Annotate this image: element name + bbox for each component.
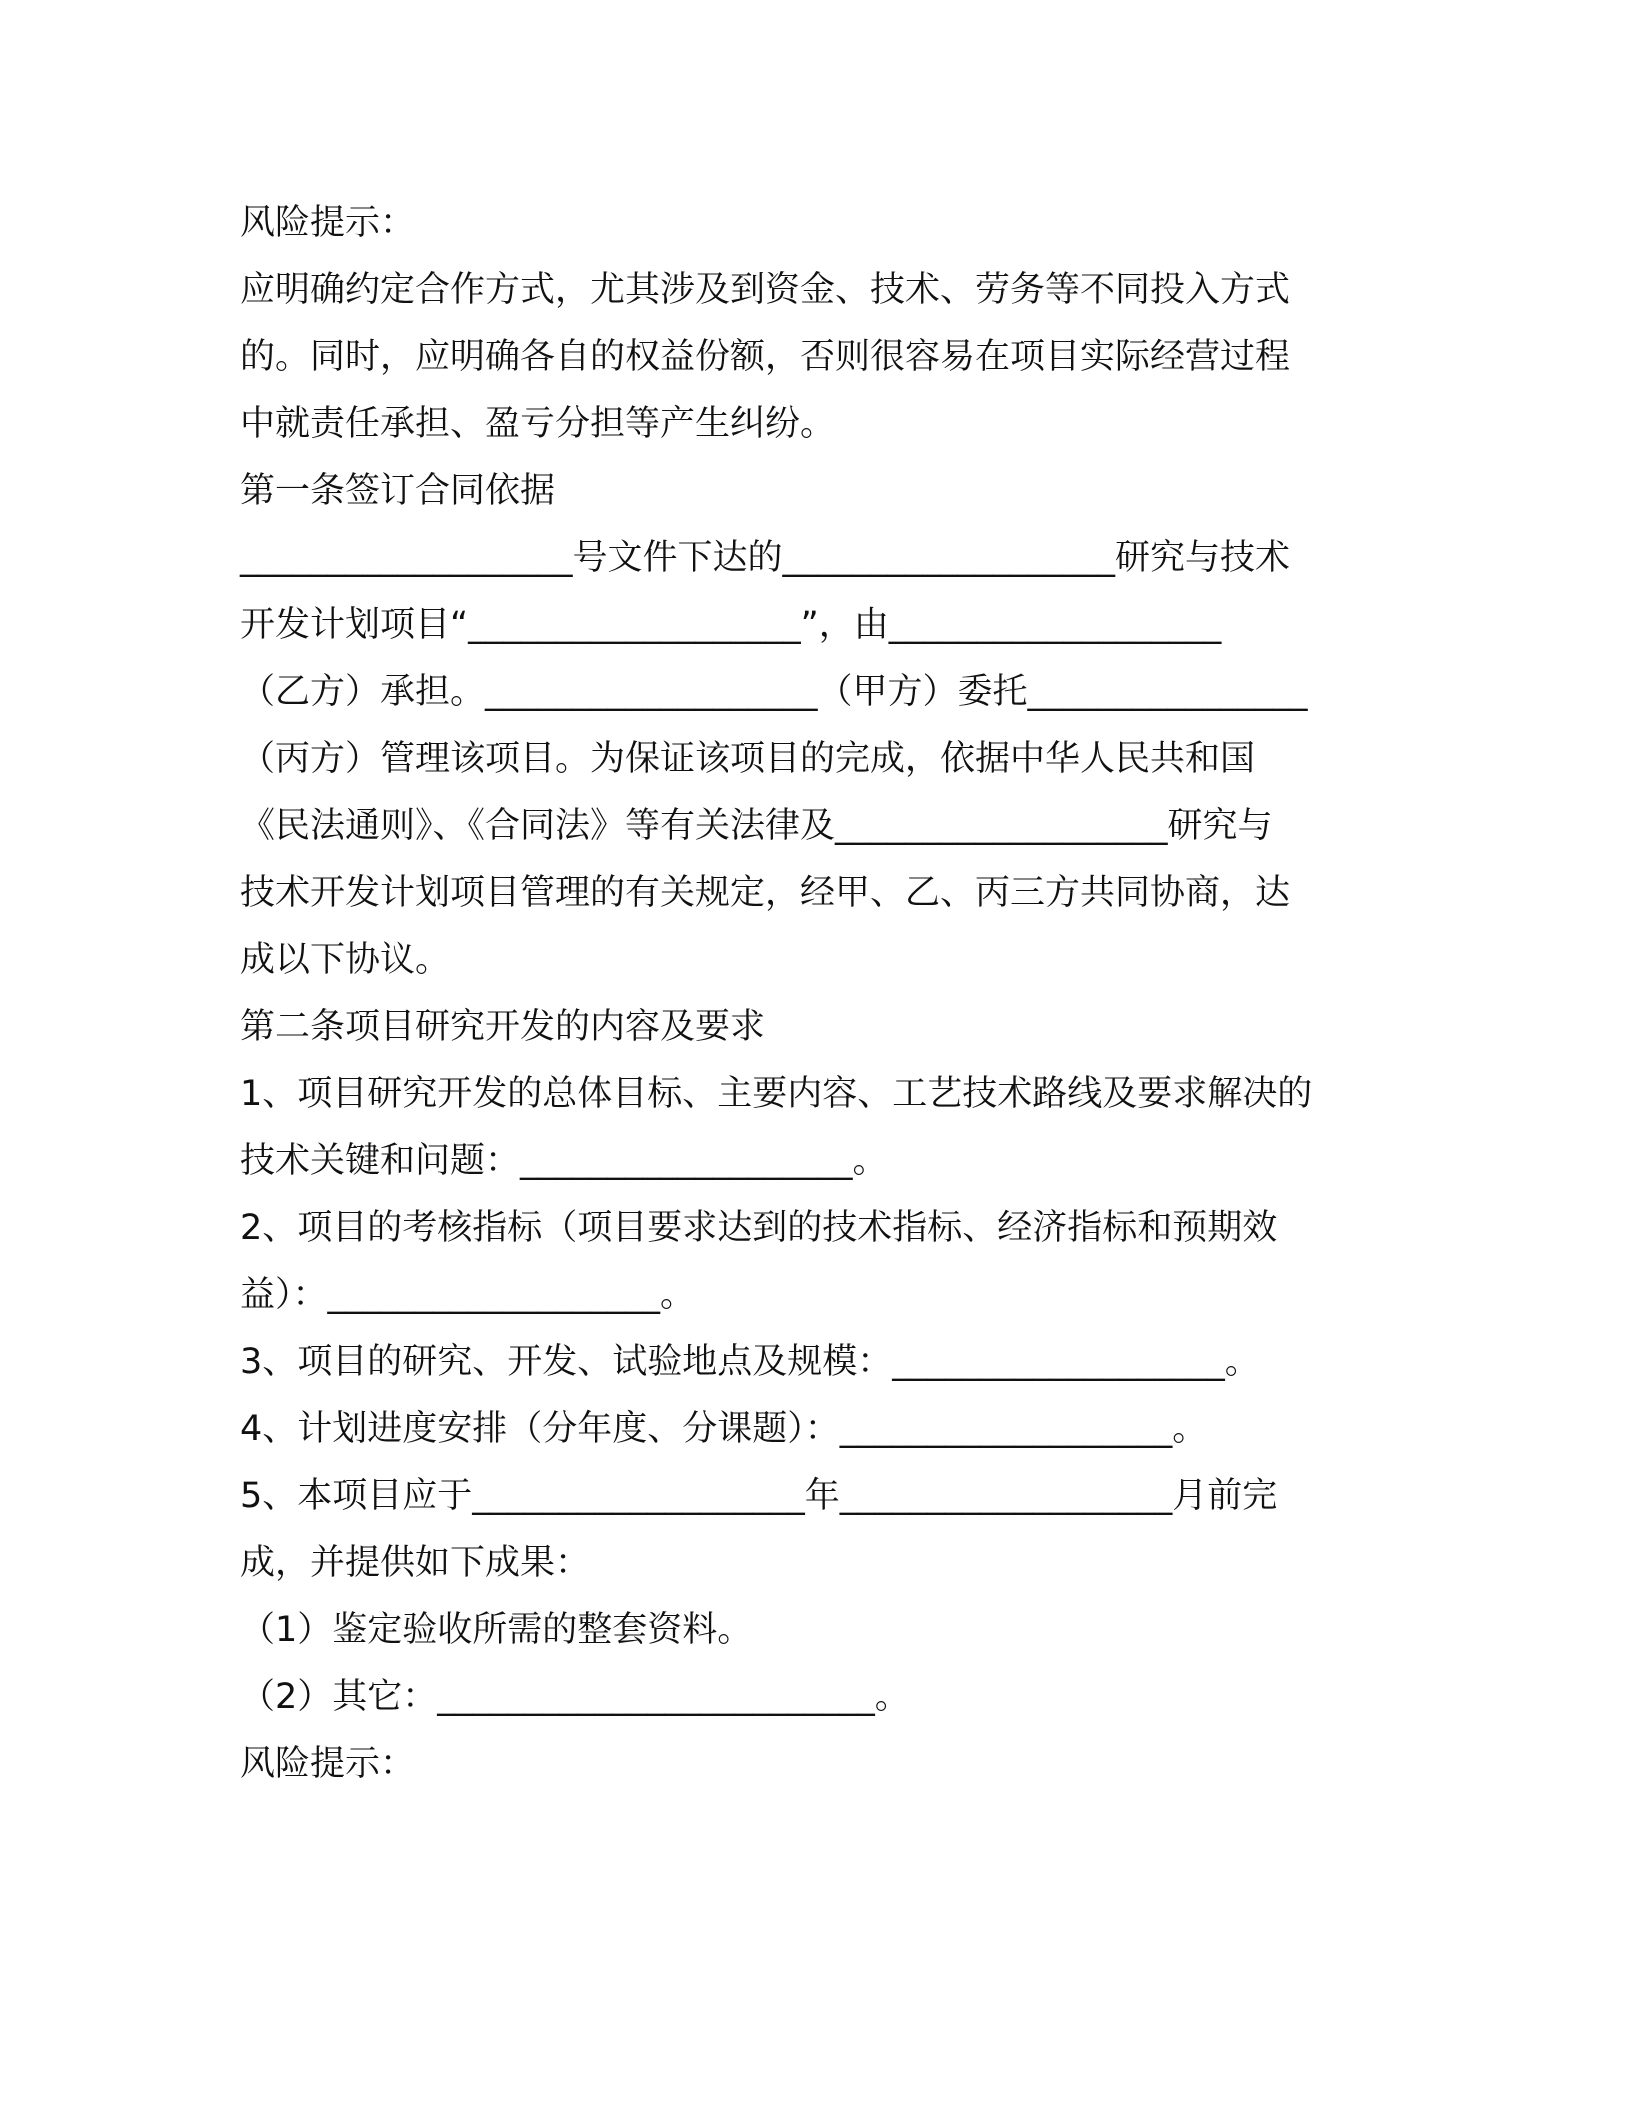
document-page <box>240 190 1400 1798</box>
risk-notice-text-line-3: 中就责任承担、盈亏分担等产生纠纷。 <box>240 404 836 444</box>
article-2-item-5-line-1: 5、本项目应于___________________年___________________月前完 <box>240 1476 1278 1516</box>
article-2-item-2-line-2: 益）：___________________。 <box>240 1275 696 1315</box>
article-1-text-line-1: ___________________号文件下达的___________________研究与技术 <box>240 538 1291 578</box>
article-1-text-line-5: 《民法通则》、《合同法》等有关法律及___________________研究与 <box>240 806 1273 846</box>
article-2-item-2-line-1: 2、项目的考核指标（项目要求达到的技术指标、经济指标和预期效 <box>240 1208 1278 1248</box>
article-2-item-1-line-1: 1、项目研究开发的总体目标、主要内容、工艺技术路线及要求解决的 <box>240 1074 1313 1114</box>
risk-notice-heading: 风险提示： <box>240 203 416 243</box>
article-2-item-5-sub-1: （1）鉴定验收所需的整套资料。 <box>240 1610 753 1650</box>
article-1-text-line-4: （丙方）管理该项目。为保证该项目的完成，依据中华人民共和国 <box>240 739 1256 779</box>
risk-notice-text-line-2: 的。同时，应明确各自的权益份额，否则很容易在项目实际经营过程 <box>240 337 1291 377</box>
article-1-text-line-7: 成以下协议。 <box>240 940 451 980</box>
article-1-text-line-6: 技术开发计划项目管理的有关规定，经甲、乙、丙三方共同协商，达 <box>240 873 1291 913</box>
article-1-text-line-3: （乙方）承担。___________________（甲方）委托________________ <box>240 672 1308 712</box>
risk-notice-text-line-1: 应明确约定合作方式，尤其涉及到资金、技术、劳务等不同投入方式 <box>240 270 1291 310</box>
article-2-item-5-sub-2: （2）其它：_________________________。 <box>240 1677 910 1717</box>
article-2-item-4: 4、计划进度安排（分年度、分课题）：___________________。 <box>240 1409 1208 1449</box>
article-1-text-line-2: 开发计划项目“___________________”，由___________________ <box>240 605 1222 645</box>
article-2-heading: 第二条项目研究开发的内容及要求 <box>240 1007 766 1047</box>
article-2-item-3: 3、项目的研究、开发、试验地点及规模：___________________。 <box>240 1342 1260 1382</box>
article-2-item-1-line-2: 技术关键和问题：___________________。 <box>240 1141 888 1181</box>
article-2-item-5-line-2: 成，并提供如下成果： <box>240 1543 591 1583</box>
article-1-heading: 第一条签订合同依据 <box>240 471 556 511</box>
risk-notice-heading-2: 风险提示： <box>240 1744 416 1784</box>
